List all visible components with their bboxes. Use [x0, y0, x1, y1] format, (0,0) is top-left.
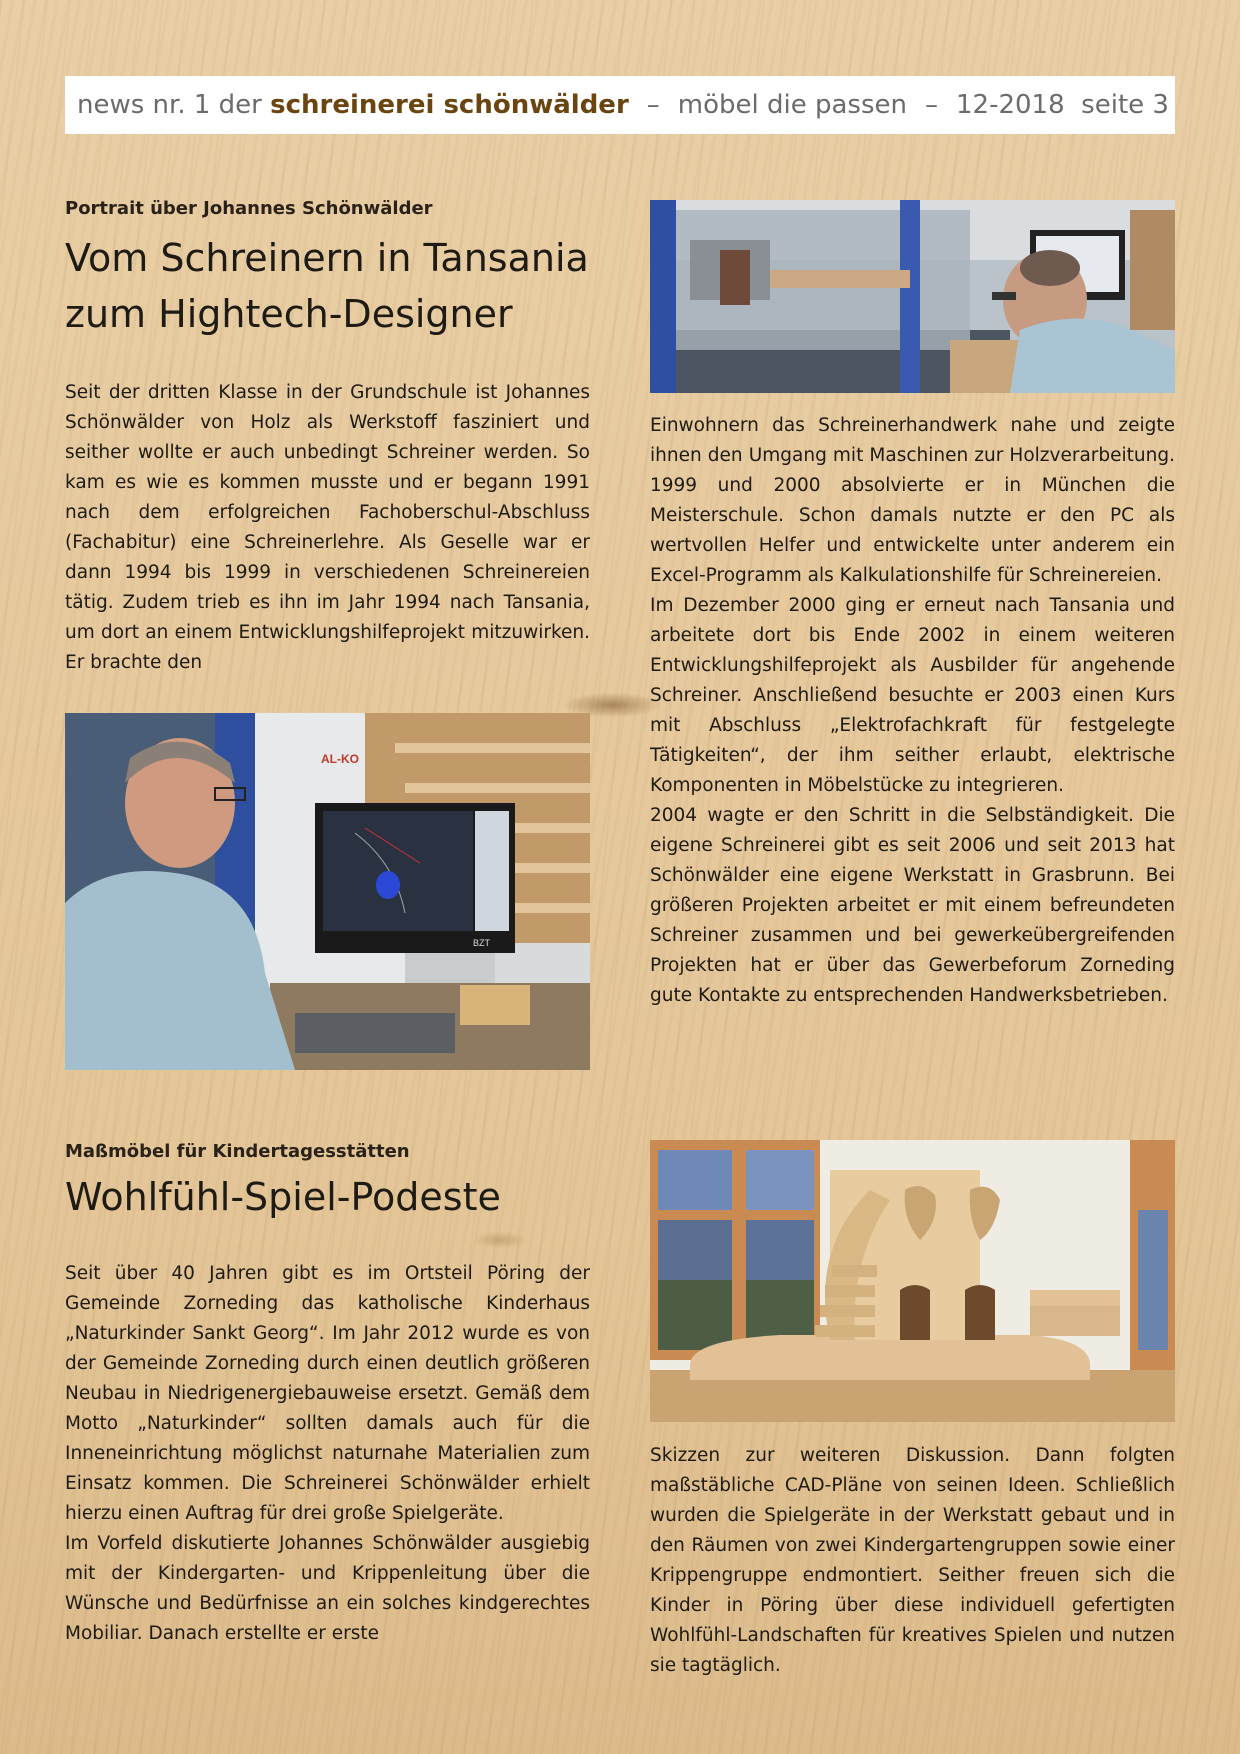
article1-title — [65, 230, 589, 342]
article2-col1-paragraph1: Seit über 40 Jahren gibt es im Ortsteil Pöring der Gemeinde Zorneding das katholische Kinderhaus „Naturkinder Sankt Georg“. Im Jahr 2012 wurde es von der Gemeinde Zorneding durch einen deutlich größeren Neubau in Niedrigenergiebauweise ersetzt. Gemäß dem Motto „Naturkinder“ sollten damals auch für die Inneneinrichtung möglichst naturnahe Materialien zum Einsatz kommen. Die Schreinerei Schönwälder erhielt hierzu einen Auftrag für drei große Spielgeräte. — [65, 1263, 590, 1524]
header-date: 12-2018 — [956, 90, 1065, 120]
article2-col1-paragraph2: Im Vorfeld diskutierte Johannes Schönwälder ausgiebig mit der Kindergarten- und Krippenleitung über die Wünsche und Bedürfnisse an ein solches kindgerechtes Mobiliar. Danach erstellte er erste — [65, 1533, 590, 1644]
header-page: seite 3 — [1081, 90, 1169, 120]
article1-kicker: Portrait über Johannes Schönwälder — [65, 198, 433, 219]
article1-col2-paragraph1: Einwohnern das Schreinerhandwerk nahe und zeigte ihnen den Umgang mit Maschinen zur Holzverarbeitung. 1999 und 2000 absolvierte er in München die Meisterschule. Schon damals nutzte er den PC als wertvollen Helfer und entwickelte unter anderem ein Excel-Programm als Kalkulationshilfe für Schreinereien. — [650, 415, 1175, 586]
cnc-machine-photo — [650, 200, 1175, 393]
article2-col2-text: Skizzen zur weiteren Diskussion. Dann folgten maßstäbliche CAD-Pläne von seinen Ideen. Schließlich wurden die Spielgeräte in der Werkstatt gebaut und in den Räumen von zwei Kindergartengruppen sowie einer Krippengruppe endmontiert. Seither freuen sich die Kinder in Pöring über diese individuell gefertigten Wohlfühl-Landschaften für kreatives Spielen und nutzen sie tagtäglich. — [650, 1445, 1175, 1676]
article1-title-line2: zum Hightech-Designer — [65, 292, 513, 336]
workshop-computer-photo — [65, 713, 590, 1070]
article1-column1 — [65, 378, 590, 678]
newsletter-header — [65, 76, 1175, 134]
monitor-brand-label: BZT — [473, 938, 490, 948]
article1-title-line1: Vom Schreinern in Tansania — [65, 236, 589, 280]
cnc-brand-label: AL-KO — [321, 752, 359, 766]
header-prefix: news nr. 1 der — [77, 90, 262, 120]
header-slogan: möbel die passen — [677, 90, 907, 120]
article2-column2 — [650, 1441, 1175, 1681]
header-brand: schreinerei schönwälder — [270, 90, 629, 120]
article2-title: Wohlfühl-Spiel-Podeste — [65, 1175, 501, 1219]
header-separator: – — [646, 90, 660, 120]
play-platform-photo — [650, 1140, 1175, 1422]
article2-column1 — [65, 1259, 590, 1649]
article1-col2-paragraph3: 2004 wagte er den Schritt in die Selbständigkeit. Die eigene Schreinerei gibt es seit 2006 und seit 2013 hat Schönwälder eine eigene Werkstatt in Grasbrunn. Bei größeren Projekten arbeitet er mit einem befreundeten Schreiner zusammen und bei gewerkeübergreifenden Projekten hat er über das Gewerbeforum Zorneding gute Kontakte zu entsprechenden Handwerksbetrieben. — [650, 805, 1175, 1006]
article1-col2-paragraph2: Im Dezember 2000 ging er erneut nach Tansania und arbeitete dort bis Ende 2002 in einem weiteren Entwicklungshilfeprojekt als Ausbilder für angehende Schreiner. Anschließend besuchte er 2003 einen Kurs mit Abschluss „Elektrofachkraft für festgelegte Tätigkeiten“, der ihm seither erlaubt, elektrische Komponenten in Möbelstücke zu integrieren. — [650, 595, 1175, 796]
article1-column2 — [650, 411, 1175, 1011]
header-separator: – — [925, 90, 938, 120]
article1-col1-text: Seit der dritten Klasse in der Grundschule ist Johannes Schönwälder von Holz als Werkstoff fasziniert und seither wollte er auch unbedingt Schreiner werden. So kam es wie es kommen musste und er begann 1991 nach dem erfolgreichen Fachoberschul-Abschluss (Fachabitur) eine Schreinerlehre. Als Geselle war er dann 1994 bis 1999 in verschiedenen Schreinereien tätig. Zudem trieb es ihn im Jahr 1994 nach Tansania, um dort an einem Entwicklungshilfeprojekt mitzuwirken. Er brachte den — [65, 382, 590, 673]
article2-kicker: Maßmöbel für Kindertagesstätten — [65, 1141, 410, 1162]
